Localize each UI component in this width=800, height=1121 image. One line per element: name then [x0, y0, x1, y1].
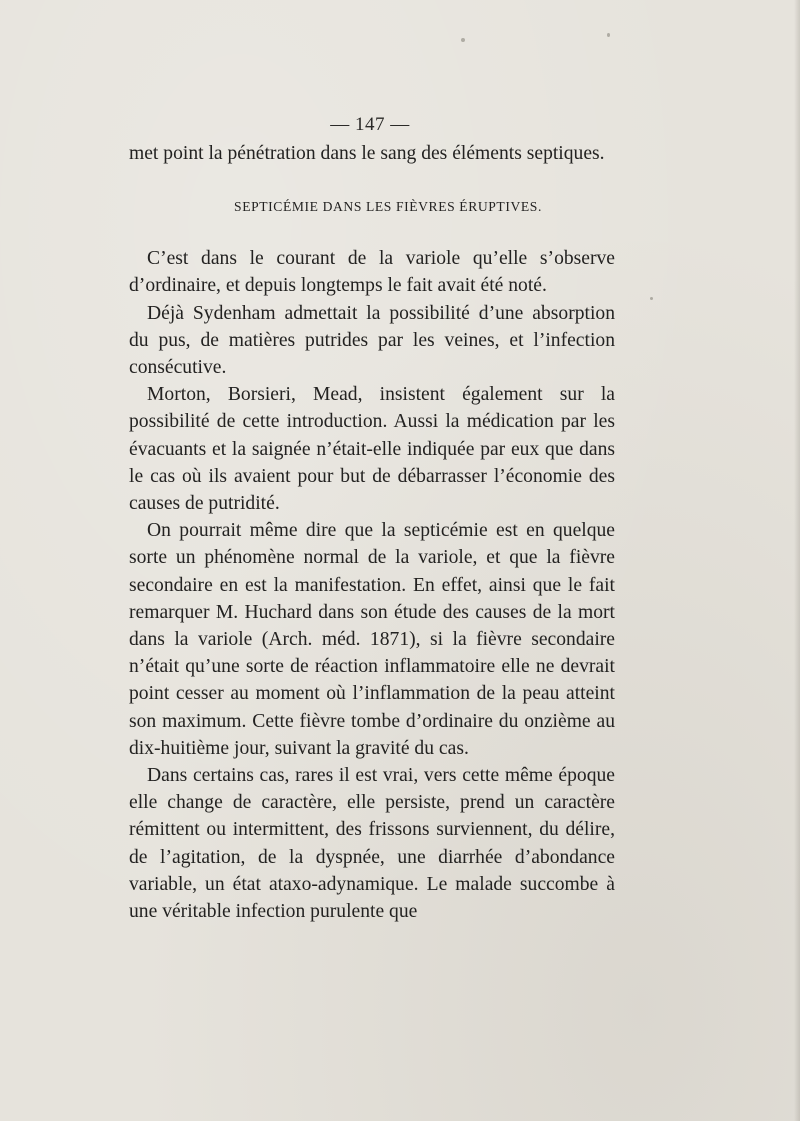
- paragraph: C’est dans le courant de la variole qu’elle s’observe d’ordinaire, et depuis longtemps le fait avait été noté.: [129, 248, 615, 297]
- ink-speck: [650, 297, 653, 300]
- paragraph: On pourrait même dire que la septicémie est en quelque sorte un phénomène normal de la variole, et que la fièvre secondaire en est la manifestation. En effet, ainsi que le fait remarquer M. Huchard dans son étude des causes de la mort dans la variole (Arch. méd. 1871), si la fièvre secondaire n’était qu’une sorte de réaction inflammatoire elle ne devrait point cesser au moment où l’inflammation de la peau atteint son maximum. Cette fièvre tombe d’ordinaire du onzième au dix-huitième jour, suivant la gravité du cas.: [129, 520, 615, 759]
- ink-speck: [607, 33, 610, 37]
- paragraph: Dans certains cas, rares il est vrai, vers cette même époque elle change de caractère, elle persiste, prend un caractère rémittent ou intermittent, des frissons surviennent, du délire, de l’agitation, de la dyspnée, une diarrhée d’abondance variable, un état ataxo-adynamique. Le malade succombe à une véritable infection purulente que: [129, 765, 615, 923]
- page-number: — 147 —: [330, 114, 410, 135]
- opening-fragment: met point la pénétration dans le sang des éléments septiques.: [129, 143, 605, 164]
- paragraph: Morton, Borsieri, Mead, insistent également sur la possibilité de cette introduction. Aussi la médication par les évacuants et la saignée n’était-elle indiquée par eux que dans le cas où ils avaient pour but de débarrasser l’économie des causes de putridité.: [129, 384, 615, 515]
- paragraph: Déjà Sydenham admettait la possibilité d’une absorption du pus, de matières putrides par les veines, et l’infection consécutive.: [129, 302, 615, 379]
- section-title: SEPTICÉMIE DANS LES FIÈVRES ÉRUPTIVES.: [234, 199, 542, 215]
- body-text: [129, 140, 615, 925]
- page-edge-shadow: [794, 0, 800, 1121]
- ink-speck: [461, 38, 465, 42]
